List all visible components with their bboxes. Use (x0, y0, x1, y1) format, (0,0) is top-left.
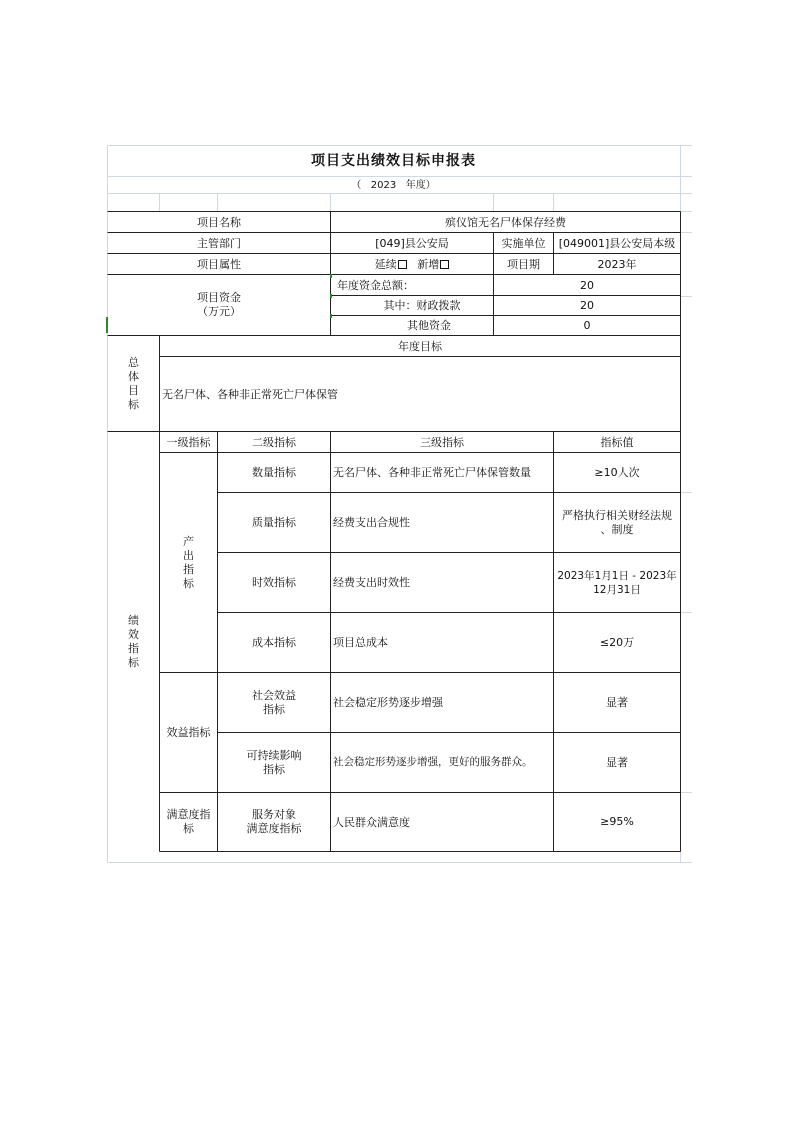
level2-cell (218, 553, 330, 612)
level3-cell: 经费支出时效性 (333, 576, 410, 589)
funds-label-line2: （万元） (197, 305, 241, 318)
indicator-char: 标 (128, 655, 139, 669)
impl-unit-label: 实施单位 (501, 236, 546, 250)
output-char: 标 (183, 576, 194, 590)
header-level3: 三级指标 (420, 435, 464, 449)
level2-line1: 成本指标 (252, 635, 296, 649)
period-value: 2023年 (597, 257, 637, 271)
value-cell (554, 673, 680, 732)
value-line1: ≤20万 (599, 635, 635, 649)
value-cell (554, 553, 680, 612)
value-cell (554, 493, 680, 552)
level3-cell: 人民群众满意度 (333, 815, 410, 829)
output-char: 出 (183, 548, 194, 562)
overall-goal-label (108, 336, 159, 431)
level2-cell (218, 493, 330, 552)
level3-cell: 经费支出合规性 (333, 516, 410, 529)
period-label: 项目期 (507, 257, 540, 271)
year-open-paren: （ (351, 179, 362, 191)
indicator-char: 指 (128, 641, 139, 655)
value-line1: 2023年1月1日 - 2023年 (557, 569, 677, 582)
attr-options (331, 254, 493, 274)
annual-goal-header: 年度目标 (398, 339, 442, 353)
performance-indicators-label (108, 432, 159, 851)
other-funds-value: 0 (583, 319, 591, 332)
header-value: 指标值 (600, 435, 634, 449)
value-line1: ≥10人次 (594, 465, 640, 479)
fiscal-value: 20 (580, 299, 594, 312)
value-line1: 严格执行相关财经法规 (562, 508, 672, 522)
satisfaction-indicator-label (160, 793, 217, 851)
level2-line1: 社会效益 (252, 688, 296, 702)
project-name-value: 殡仪馆无名尸体保存经费 (445, 215, 566, 229)
satisfaction-label-line1: 满意度指 (166, 808, 211, 821)
level2-cell (218, 453, 330, 492)
output-char: 指 (183, 562, 194, 576)
other-funds-label: 其他资金 (407, 319, 451, 332)
indicator-char: 绩 (128, 613, 139, 627)
goal-char: 标 (128, 397, 139, 411)
value-line1: 显著 (606, 755, 628, 769)
level2-cell (218, 793, 330, 851)
goal-char: 目 (128, 383, 139, 397)
annual-total-value: 20 (580, 278, 594, 292)
value-cell (554, 793, 680, 851)
goal-char: 总 (128, 355, 139, 369)
level3-cell: 社会稳定形势逐步增强 (333, 696, 443, 709)
satisfaction-label-line2: 标 (183, 822, 194, 835)
year-suffix: 年度） (405, 179, 436, 191)
level2-line1: 服务对象 (252, 808, 296, 821)
continue-checkbox[interactable] (398, 260, 407, 269)
dept-value: [049]县公安局 (375, 236, 449, 250)
attr-label: 项目属性 (197, 257, 241, 271)
level2-line1: 时效指标 (252, 575, 296, 589)
level3-cell: 项目总成本 (333, 636, 388, 649)
value-cell (554, 453, 680, 492)
annual-total-label: 年度资金总额： (337, 278, 414, 292)
benefit-indicator-label: 效益指标 (166, 726, 211, 739)
impl-unit-value: [049001]县公安局本级 (558, 236, 676, 250)
header-level2: 二级指标 (252, 435, 296, 449)
level2-cell (218, 613, 330, 672)
value-cell (554, 733, 680, 792)
level2-line1: 数量指标 (252, 465, 296, 479)
level3-cell: 无名尸体、各种非正常死亡尸体保管数量 (333, 466, 531, 479)
level2-line2: 指标 (263, 702, 285, 716)
value-cell (554, 613, 680, 672)
project-name-label: 项目名称 (197, 215, 241, 229)
value-line1: ≥95% (600, 815, 634, 828)
value-line2: 、制度 (600, 522, 634, 536)
form-title: 项目支出绩效目标申报表 (311, 152, 476, 169)
dept-label: 主管部门 (197, 236, 241, 250)
funds-label-line1: 项目资金 (197, 291, 241, 304)
level2-cell (218, 673, 330, 732)
fiscal-label: 其中：财政拨款 (383, 299, 461, 312)
level2-cell (218, 733, 330, 792)
attr-continue-label: 延续 (374, 257, 397, 271)
fiscal-year-line (107, 177, 680, 193)
indicator-char: 效 (128, 627, 139, 641)
output-char: 产 (183, 534, 194, 548)
new-checkbox[interactable] (440, 260, 449, 269)
level3-cell: 社会稳定形势逐步增强，更好的服务群众。 (333, 756, 533, 768)
value-line2: 12月31日 (593, 583, 641, 596)
funds-label (108, 275, 330, 335)
level2-line2: 指标 (263, 762, 285, 776)
level2-line2: 满意度指标 (246, 822, 302, 835)
annual-goal-content: 无名尸体、各种非正常死亡尸体保管 (162, 387, 338, 401)
attr-new-label: 新增 (417, 257, 440, 271)
fiscal-year: 2023 (370, 179, 397, 191)
goal-char: 体 (128, 369, 139, 383)
value-line1: 显著 (606, 695, 628, 709)
level2-line1: 可持续影响 (246, 748, 302, 762)
header-level1: 一级指标 (166, 435, 211, 449)
output-indicator-label (160, 453, 217, 672)
level2-line1: 质量指标 (252, 515, 296, 529)
